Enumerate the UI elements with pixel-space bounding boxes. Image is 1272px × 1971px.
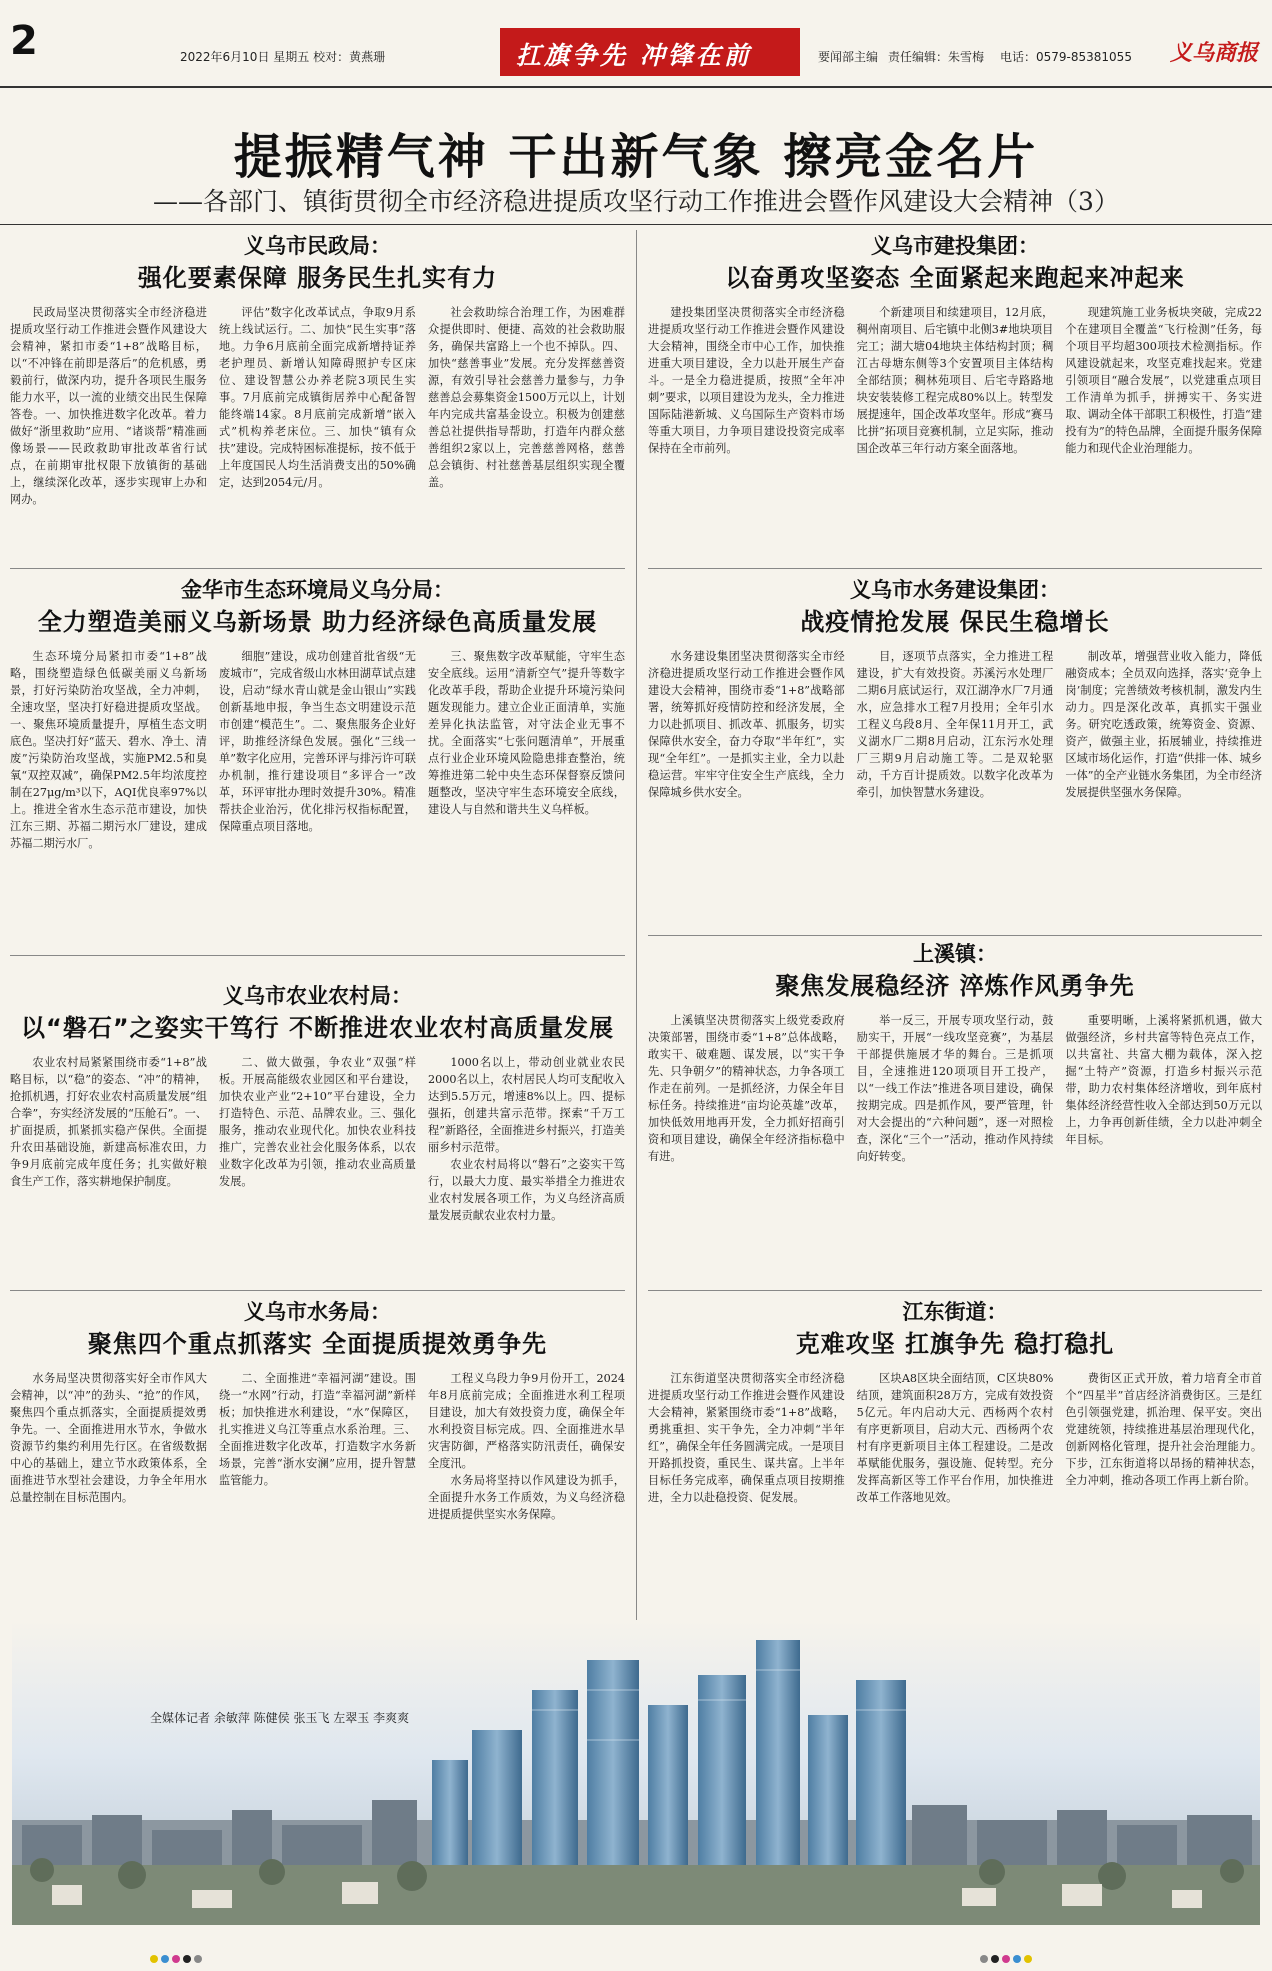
article-shangxi-town xyxy=(648,940,1262,1280)
article-text: 三、聚焦数字改革赋能，守牢生态安全底线。运用“清新空气”提升等数字化改革手段，帮助企业提升环境污染问题发现能力。建立企业正面清单，实施差异化执法监管，对守法企业无事不扰。全面落实“七张问题清单”，开展重点行业企业环境风险隐患排查整治，统筹推进第二轮中央生态环保督察反馈问题整改，坚决守牢生态环境安全底线，建设人与自然和谐共生义乌样板。 xyxy=(428,650,625,816)
footer-color-bar-left xyxy=(150,1948,205,1967)
article-text: 费街区正式开放，着力培育全市首个“四星半”首店经济消费街区。三是红色引领强党建，抓治理、保平安。突出党建统领，持续推进基层治理现代化，创新网格化管理，提升社会治理能力。下步，江东街道将以昂扬的精神状态，全力冲刺，推动各项工作再上新台阶。 xyxy=(1065,1372,1262,1487)
article-jiangdong-street xyxy=(648,1298,1262,1616)
date-line: 2022年6月10日 星期五 校对：黄燕珊 xyxy=(180,50,386,64)
article-text: 举一反三，开展专项攻坚行动，鼓励实干，开展“一线攻坚竞赛”，为基层干部提供施展才华的舞台。三是抓项目，全速推进120项项目开工投产，以“一线工作法”推进各项目建设，确保按期完成。四是抓作风，要严管理，针对大会提出的“六种问题”，逐一对照检查，深化“三个一”活动，推动作风持续向好转变。 xyxy=(856,1014,1054,1163)
article-title: 强化要素保障 服务民生扎实有力 xyxy=(137,264,498,292)
article-text: 二、做大做强，争农业“双强”样板。开展高能级农业园区和平台建设，加快农业产业“2+10”平台建设，全力打造特色、示范、品牌农业。三、强化服务，推动农业现代化。加快农业科技推广，完善农业社会化服务体系，以农业数字化改革为引领，推动农业高质量发展。 xyxy=(219,1056,416,1188)
article-text: 生态环境分局紧扣市委“1+8”战略，围绕塑造绿色低碳美丽义乌新场景，打好污染防治攻坚战，全力冲刺，全速攻坚，坚决打好稳进提质攻坚战。一、聚焦环境质量提升，厚植生态文明底色。坚决打好“蓝天、碧水、净土、清废”污染防治攻坚战，实施PM2.5和臭氧“双控双减”，确保PM2.5年均浓度控制在27μg/m³以下，AQI优良率97%以上。推进全省水生态示范市建设，加快江东三期、苏福二期污水厂建设，建成苏福二期污水厂。 xyxy=(10,650,207,850)
footer-color-bar-right xyxy=(980,1948,1035,1967)
article-text: 水务建设集团坚决贯彻落实全市经济稳进提质攻坚行动工作推进会暨作风建设大会精神，围绕市委“1+8”战略部署，统筹抓好疫情防控和经济发展，全力以赴抓项目、抓改革、抓服务，切实保障供水安全，奋力夺取“半年红”，实现“全年红”。一是抓实主业，全力以赴稳运营。牢牢守住安全生产底线，全力保障城乡供水安全。 xyxy=(648,650,845,799)
section-divider xyxy=(10,1290,625,1291)
article-text: 农业农村局紧紧围绕市委“1+8”战略目标，以“稳”的姿态、“冲”的精神，抢抓机遇，打好农业农村高质量发展“组合拳”，夯实经济发展的“压舱石”。一、扩面提质，抓紧抓实稳产保供。全面提升农田基础设施，新建高标准农田，力争9月底前完成年度任务；扎实做好粮食生产工作，落实耕地保护制度。 xyxy=(10,1056,207,1188)
masthead xyxy=(0,0,1272,88)
article-text: 评估”数字化改革试点，争取9月系统上线试运行。二、加快“民生实事”落地。力争6月底前全面完成新增持证养老护理员、新增认知障碍照护专区床位、建设智慧公办养老院3项民生实事。7月底前完成镇街居养中心配备智能终端14家。8月底前完成新增“嵌入式”机构养老床位。三、加快“镇有众扶”建设。完成特困标准提标，按不低于上年度国民人均生活消费支出的50%确定，达到2054元/月。 xyxy=(219,306,416,489)
article-water-bureau xyxy=(10,1298,625,1616)
article-title: 以“磐石”之姿实干笃行 不断推进农业农村高质量发展 xyxy=(21,1014,614,1042)
masthead-rule xyxy=(0,86,1272,88)
article-unit: 义乌市建投集团： xyxy=(871,233,1039,258)
phone-label: 电话：0579-85381055 xyxy=(1000,50,1132,64)
article-unit: 金华市生态环境局义乌分局： xyxy=(181,577,454,602)
headline-rule xyxy=(0,224,1272,225)
article-text: 二、全面推进“幸福河湖”建设。围绕一“水网”行动，打造“幸福河湖”新样板；加快推进水利建设，“水”保障区，扎实推进义乌江等重点水系治理。三、全面推进数字化改革，打造数字水务新场景，完善“浙水安澜”应用，提升智慧监管能力。 xyxy=(219,1372,416,1487)
editor-label: 责任编辑：朱雪梅 xyxy=(888,50,985,64)
article-text: 个新建项目和续建项目，12月底，稠州南项目、后宅镇中北侧3#地块项目完工；湖大塘04地块主体结构封顶；稠江古母塘东侧等3个安置项目主体结构全部结顶；稠林苑项目、后宅寺路路地块安装装修工程完成80%以上。转型发展提速年，国企改革攻坚年。形成“赛马比拼”拓项目竞赛机制，立足实际，推动国企改革三年行动方案全面落地。 xyxy=(856,306,1054,455)
banner-text: 扛旗争先 冲锋在前 xyxy=(516,41,752,70)
article-title: 克难攻坚 扛旗争先 稳打稳扎 xyxy=(795,1330,1115,1358)
article-text: 民政局坚决贯彻落实全市经济稳进提质攻坚行动工作推进会暨作风建设大会精神，紧扣市委“1+8”战略目标，以“不冲锋在前即是落后”的危机感，勇毅前行，做深内功，提升各项民生服务能力水平，以一流的业绩交出民生保障答卷。一、加快推进数字化改革。着力做好“浙里救助”应用、“诸谈帮”精准画像场景——民政救助审批改革省行试点，在前期审批权限下放镇街的基础上，继续深化改革，逐步实现审上办和网办。 xyxy=(10,306,207,506)
article-text: 现建筑施工业务板块突破，完成22个在建项目全覆盖“飞行检测”任务，每个项目平均超300项技术检测指标。作风建设就起来，攻坚克难找起来。党建引领项目“融合发展”，以党建重点项目工作清单为抓手，拼搏实干、务实进取、调动全体干部职工积极性，打造“建投有为”的特色品牌，全面提升服务保障能力和现代企业治理能力。 xyxy=(1065,306,1262,455)
article-title: 聚焦四个重点抓落实 全面提质提效勇争先 xyxy=(87,1330,548,1358)
article-unit: 义乌市水务建设集团： xyxy=(850,577,1060,602)
article-construction-investment xyxy=(648,232,1262,562)
article-text: 水务局将坚持以作风建设为抓手，全面提升水务工作质效，为义乌经济稳进提质提供坚实水务保障。 xyxy=(428,1474,625,1521)
article-title: 战疫情抢发展 保民生稳增长 xyxy=(800,608,1110,636)
article-civil-affairs xyxy=(10,232,625,562)
section-divider xyxy=(648,568,1262,569)
article-text: 区块A8区块全面结顶，C区块80%结顶，建筑面积28万方，完成有效投资5亿元。年内启动大元、西杨两个农村有序更新项目，启动大元、西杨两个农村有序更新项目主体工程建设。二是改革赋能优服务，强设施、促转型。充分发挥高新区等工作平台作用，加快推进改革工作落地见效。 xyxy=(856,1372,1054,1504)
article-unit: 上溪镇： xyxy=(913,941,997,966)
article-unit: 义乌市农业农村局： xyxy=(223,983,412,1008)
article-unit: 江东街道： xyxy=(902,1299,1008,1324)
page-headline: 提振精气神 干出新气象 擦亮金名片 xyxy=(233,129,1039,185)
photo-byline: 全媒体记者 余敏萍 陈健侯 张玉飞 左翠玉 李爽爽 xyxy=(150,1711,410,1725)
desk-label: 要闻部主编 xyxy=(818,50,879,64)
article-text: 建投集团坚决贯彻落实全市经济稳进提质攻坚行动工作推进会暨作风建设大会精神，围绕全市中心工作，加快推进重大项目建设，全力以赴开展生产奋斗。一是全力稳进提质，按照“全年冲刺”要求，以项目建设为龙头，全力推进国际陆港新城、义乌国际生产资料市场等重大项目，力争项目建设投资完成率保持在全市前列。 xyxy=(648,306,845,455)
article-text: 上溪镇坚决贯彻落实上级党委政府决策部署，围绕市委“1+8”总体战略，敢实干、破难题、谋发展，以“实干争先、只争朝夕”的精神状态，力争各项工作走在前列。一是抓经济，力保全年目标任务。持续推进“亩均论英雄”改革，加快低效用地再开发，全力抓好招商引资和项目建设，确保全年经济指标稳中有进。 xyxy=(648,1014,845,1163)
article-agriculture xyxy=(10,982,625,1282)
article-ecology xyxy=(10,576,625,946)
city-skyline-photo xyxy=(12,1620,1260,1925)
newspaper-logo: 义乌商报 xyxy=(1169,40,1258,66)
article-title: 以奋勇攻坚姿态 全面紧起来跑起来冲起来 xyxy=(725,264,1185,292)
section-divider xyxy=(10,568,625,569)
article-text: 细胞”建设，成功创建首批省级“无废城市”，完成省级山水林田湖草试点建设，启动“绿水青山就是金山银山”实践创新基地申报，争当生态文明建设示范市创建“模范生”。二、聚焦服务企业好评，助推经济绿色发展。强化“三线一单”数字化应用，完善环评与排污许可联办机制，推行建设项目“多评合一”改革，环评审批办理时效提升30%。精准帮扶企业治污，优化排污权指标配置，保障重点项目落地。 xyxy=(219,650,416,833)
article-title: 聚焦发展稳经济 淬炼作风勇争先 xyxy=(775,972,1135,1000)
page-subhead: ——各部门、镇街贯彻全市经济稳进提质攻坚行动工作推进会暨作风建设大会精神（3） xyxy=(153,187,1119,216)
article-unit: 义乌市水务局： xyxy=(244,1299,391,1324)
section-divider xyxy=(10,955,625,956)
page-footer xyxy=(0,1938,1272,1968)
article-text: 社会救助综合治理工作，为困难群众提供即时、便捷、高效的社会救助服务，确保共富路上一个也不掉队。四、加快“慈善事业”发展。充分发挥慈善资源，有效引导社会慈善力量参与，力争慈善总会募集资金1500万元以上，计划年内完成共富基金设立。积极为创建慈善总社提供指导帮助，打造年内群众慈善组织2家以上，完善慈善网格，慈善总会镇街、村社慈善基层组织实现全覆盖。 xyxy=(428,306,625,489)
article-text: 制改革，增强营业收入能力，降低融资成本；全员双向选择，落实‘竞争上岗’制度；完善绩效考核机制，激发内生动力。四是深化改革，真抓实干强业务。研究吃透政策，统筹资金、资源、资产，做强主业，拓展辅业，持续推进区域市场化运作，打造“供排一体、城乡一体”的全产业链水务集团，为全市经济发展提供坚强水务保障。 xyxy=(1065,650,1262,799)
article-unit: 义乌市民政局： xyxy=(244,233,391,258)
page-number: 2 xyxy=(10,18,38,64)
article-text: 重要明晰，上溪将紧抓机遇，做大做强经济，乡村共富等特色亮点工作，以共富社、共富大棚为载体，深入挖掘“土特产”资源，打造乡村振兴示范带，助力农村集体经济增收，到年底村集体经济经营性收入全部达到50万元以上，力争再创新佳绩，全力以赴冲刺全年目标。 xyxy=(1065,1014,1262,1146)
column-divider xyxy=(636,230,637,1840)
article-title: 全力塑造美丽义乌新场景 助力经济绿色高质量发展 xyxy=(37,608,598,636)
article-text: 目，逐项节点落实，全力推进工程建设，扩大有效投资。苏溪污水处理厂二期6月底试运行，双江湖净水厂7月通水，应急排水工程7月投用；全年引水工程义乌段8月、全年保11月开工，武义湖水厂二期8月启动，江东污水处理厂三期9月启动施工等。二是双轮驱动，千方百计提质效。以数字化改革为牵引，加快智慧水务建设。 xyxy=(856,650,1054,799)
section-divider xyxy=(648,1290,1262,1291)
article-text: 江东街道坚决贯彻落实全市经济稳进提质攻坚行动工作推进会暨作风建设大会精神，紧紧围绕市委“1+8”战略，勇挑重担、实干争先，全力冲刺“半年红”，确保全年任务圆满完成。一是项目开路抓投资，重民生、谋共富。上半年目标任务完成率，确保重点项目按期推进，全力以赴稳投资、促发展。 xyxy=(648,1372,845,1504)
article-text: 1000名以上，带动创业就业农民2000名以上，农村居民人均可支配收入达到5.5万元，增速8%以上。四、提标强拓，创建共富示范带。探索“千万工程”新路径，全面推进乡村振兴，打造美丽乡村示范带。 xyxy=(428,1056,625,1154)
section-banner xyxy=(500,28,800,76)
section-divider xyxy=(648,935,1262,936)
article-text: 农业农村局将以“磐石”之姿实干笃行，以最大力度、最实举措全力推进农业农村发展各项工作，为义乌经济高质量发展贡献农业农村力量。 xyxy=(428,1158,625,1222)
article-water-construction xyxy=(648,576,1262,946)
article-text: 工程义乌段力争9月份开工，2024年8月底前完成；全面推进水利工程项目建设，加大有效投资力度，确保全年水利投资目标完成。四、全面推进水旱灾害防御，严格落实防汛责任，确保安全度汛。 xyxy=(428,1372,625,1470)
article-text: 水务局坚决贯彻落实好全市作风大会精神，以“冲”的劲头、“抢”的作风，聚焦四个重点抓落实，全面提质提效勇争先。一、全面推进用水节水，争做水资源节约集约利用先行区。在省级数据中心的基础上，建立节水政策体系，全面推进节水型社会建设，力争全年用水总量控制在目标范围内。 xyxy=(10,1372,207,1504)
